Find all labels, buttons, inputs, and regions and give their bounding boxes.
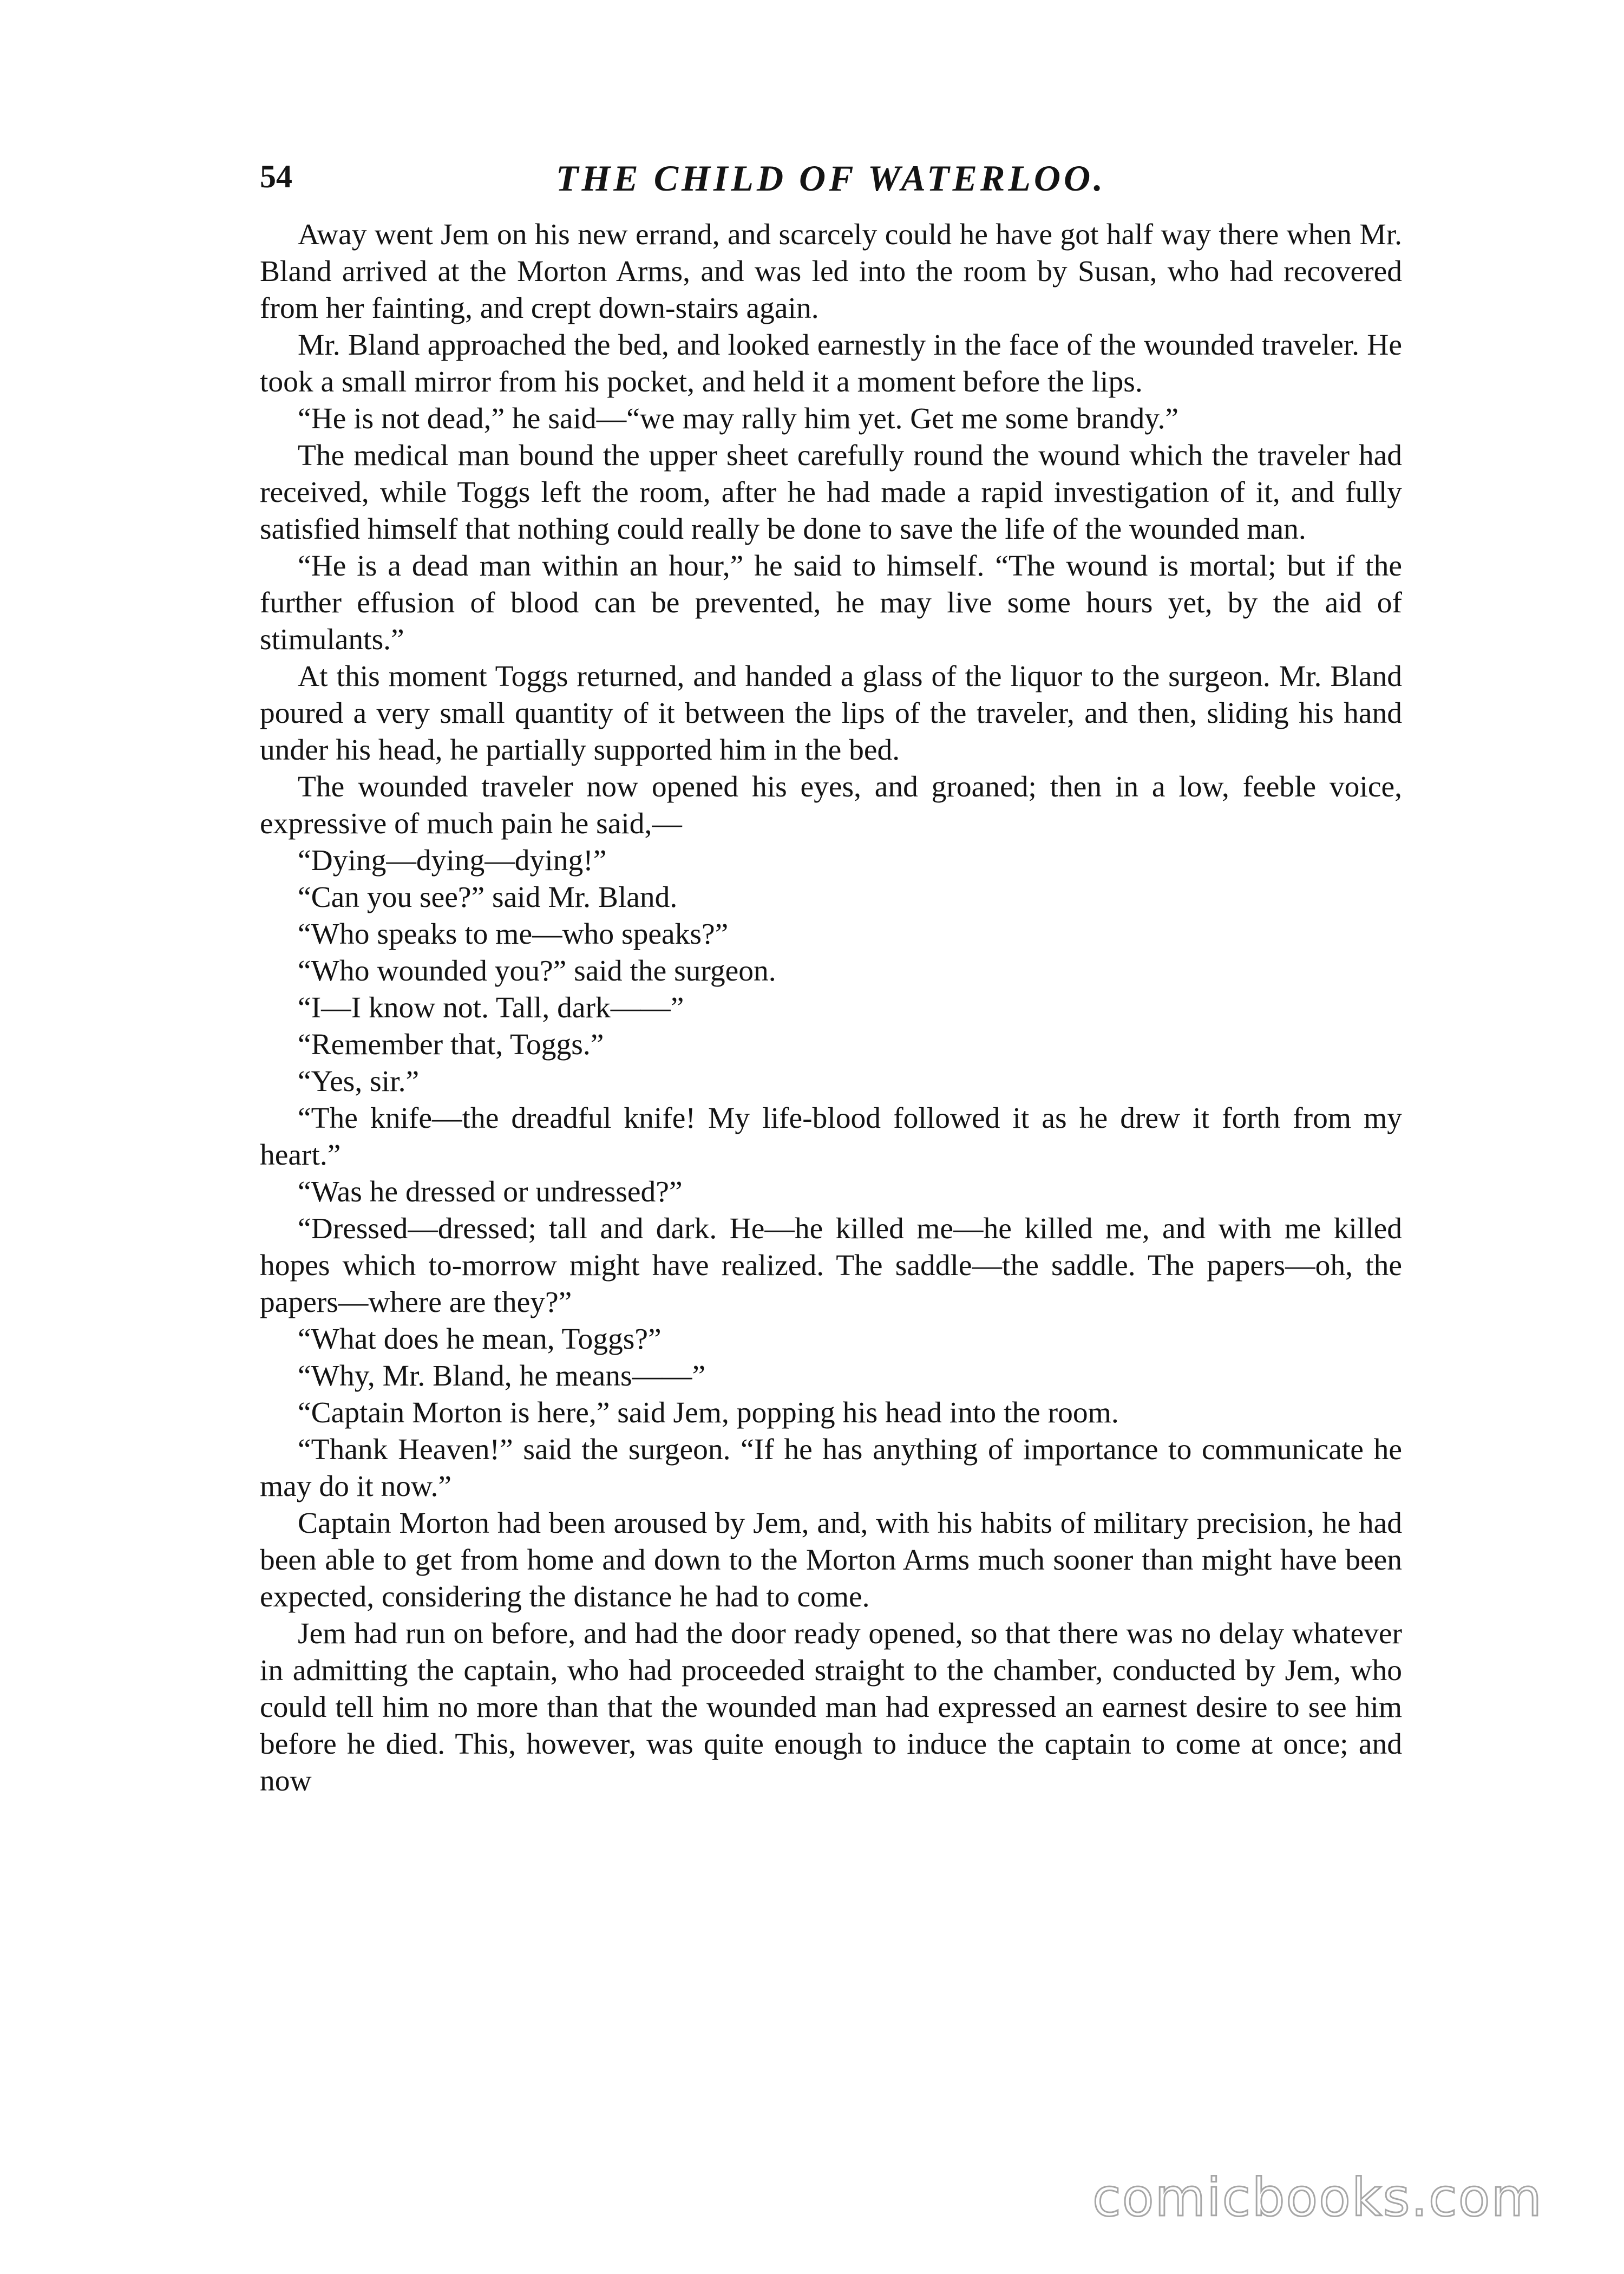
dialogue-line: “Dying—dying—dying!” xyxy=(298,844,607,877)
paragraph: The medical man bound the upper sheet carefully round the wound which the traveler had received, while Toggs left the room, after he had made a rapid investigation of it, and fully satisfied himself that nothing could really be done to save the life of the wounded man. xyxy=(260,439,1402,546)
dialogue-line: “Can you see?” said Mr. Bland. xyxy=(298,881,678,914)
paragraph: Away went Jem on his new errand, and scarcely could he have got half way there when Mr. Bland arrived at the Morton Arms, and was led into the room by Susan, who had recovered from her fainting, and crept down-stairs again. xyxy=(260,218,1402,325)
dialogue-line: “Remember that, Toggs.” xyxy=(298,1028,604,1061)
dialogue-line: “Captain Morton is here,” said Jem, popping his head into the room. xyxy=(298,1396,1119,1429)
dialogue-line: “Was he dressed or undressed?” xyxy=(298,1175,683,1208)
dialogue-line: “Yes, sir.” xyxy=(298,1065,420,1098)
paragraph: Captain Morton had been aroused by Jem, and, with his habits of military precision, he had been able to get from home and down to the Morton Arms much sooner than might have been expected, considering the distance he had to come. xyxy=(260,1507,1402,1613)
body-text xyxy=(260,217,1402,1800)
dialogue-line: “Thank Heaven!” said the surgeon. “If he has anything of importance to communicate he may do it now.” xyxy=(260,1433,1402,1503)
paragraph: At this moment Toggs returned, and handed a glass of the liquor to the surgeon. Mr. Bland poured a very small quantity of it between the lips of the traveler, and then, sliding his hand under his head, he partially supported him in the bed. xyxy=(260,660,1402,767)
paragraph: “He is not dead,” he said—“we may rally him yet. Get me some brandy.” xyxy=(298,402,1178,435)
watermark: comicbooks.com xyxy=(1092,2167,1543,2228)
paragraph: Mr. Bland approached the bed, and looked earnestly in the face of the wounded traveler. He took a small mirror from his pocket, and held it a moment before the lips. xyxy=(260,329,1402,398)
paragraph: “He is a dead man within an hour,” he said to himself. “The wound is mortal; but if the further effusion of blood can be prevented, he may live some hours yet, by the aid of stimulants.” xyxy=(260,550,1402,656)
dialogue-line: “What does he mean, Toggs?” xyxy=(298,1323,662,1356)
dialogue-line: “Dressed—dressed; tall and dark. He—he killed me—he killed me, and with me killed hopes which to-morrow might have realized. The saddle—the saddle. The papers—oh, the papers—where are they?” xyxy=(260,1212,1402,1319)
dialogue-line: “Why, Mr. Bland, he means——” xyxy=(298,1360,706,1393)
dialogue-line: “The knife—the dreadful knife! My life-blood followed it as he drew it forth from my heart.” xyxy=(260,1102,1402,1172)
running-title: THE CHILD OF WATERLOO. xyxy=(555,158,1106,199)
dialogue-line: “Who wounded you?” said the surgeon. xyxy=(298,955,776,988)
page-number: 54 xyxy=(260,159,292,194)
dialogue-line: “I—I know not. Tall, dark——” xyxy=(298,991,684,1024)
book-page xyxy=(260,152,1402,2155)
paragraph: The wounded traveler now opened his eyes, and groaned; then in a low, feeble voice, expressive of much pain he said,— xyxy=(260,770,1402,840)
page-header xyxy=(260,152,1402,217)
dialogue-line: “Who speaks to me—who speaks?” xyxy=(298,918,729,951)
paragraph: Jem had run on before, and had the door ready opened, so that there was no delay whatever in admitting the captain, who had proceeded straight to the chamber, conducted by Jem, who could tell him no more than that the wounded man had expressed an earnest desire to see him before he died. This, however, was quite enough to induce the captain to come at once; and now xyxy=(260,1617,1402,1798)
